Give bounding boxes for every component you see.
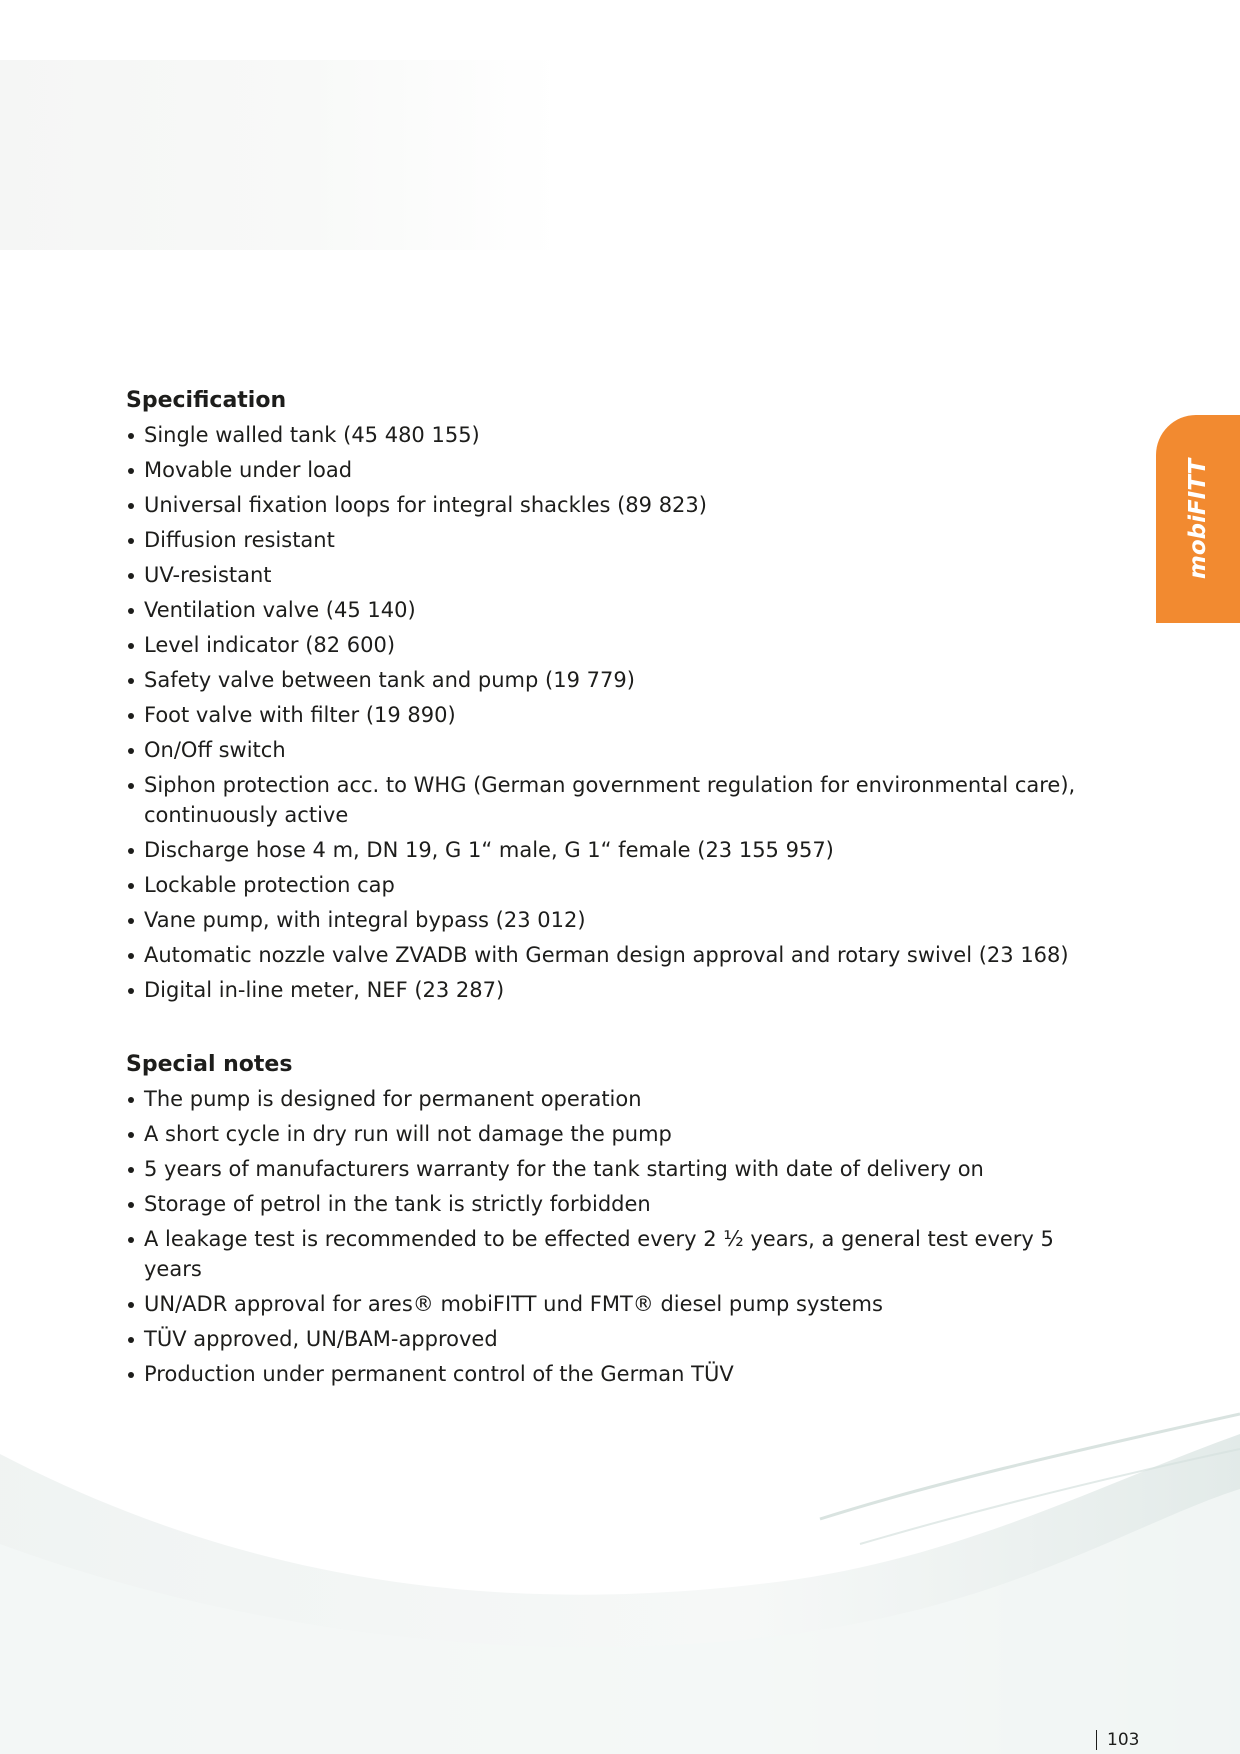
list-item: Diffusion resistant xyxy=(126,525,1086,555)
list-item: The pump is designed for permanent operation xyxy=(126,1084,1086,1114)
list-item: UV-resistant xyxy=(126,560,1086,590)
list-item: Discharge hose 4 m, DN 19, G 1“ male, G 1“ female (23 155 957) xyxy=(126,835,1086,865)
list-item: TÜV approved, UN/BAM-approved xyxy=(126,1324,1086,1354)
background-fade xyxy=(0,60,560,250)
list-item: UN/ADR approval for ares® mobiFITT und FMT® diesel pump systems xyxy=(126,1289,1086,1319)
section-side-tab xyxy=(1156,415,1240,623)
list-item: Ventilation valve (45 140) xyxy=(126,595,1086,625)
list-item: Single walled tank (45 480 155) xyxy=(126,420,1086,450)
list-item: Automatic nozzle valve ZVADB with German design approval and rotary swivel (23 168) xyxy=(126,940,1086,970)
list-item: Movable under load xyxy=(126,455,1086,485)
list-item: Digital in-line meter, NEF (23 287) xyxy=(126,975,1086,1005)
list-item: Vane pump, with integral bypass (23 012) xyxy=(126,905,1086,935)
specification-list xyxy=(126,420,1086,1005)
specification-heading: Specification xyxy=(126,388,287,413)
special-notes-heading: Special notes xyxy=(126,1052,293,1077)
list-item: A leakage test is recommended to be effected every 2 ½ years, a general test every 5 years xyxy=(126,1224,1086,1284)
list-item: On/Off switch xyxy=(126,735,1086,765)
page-number: 103 xyxy=(1096,1730,1139,1750)
side-tab-label: mobiFITT xyxy=(1185,458,1211,580)
list-item: Storage of petrol in the tank is strictly forbidden xyxy=(126,1189,1086,1219)
special-notes-list xyxy=(126,1084,1086,1389)
list-item: Universal fixation loops for integral shackles (89 823) xyxy=(126,490,1086,520)
list-item: Siphon protection acc. to WHG (German government regulation for environmental care), continuously active xyxy=(126,770,1086,830)
list-item: Level indicator (82 600) xyxy=(126,630,1086,660)
list-item: Safety valve between tank and pump (19 779) xyxy=(126,665,1086,695)
list-item: 5 years of manufacturers warranty for the tank starting with date of delivery on xyxy=(126,1154,1086,1184)
list-item: Foot valve with filter (19 890) xyxy=(126,700,1086,730)
list-item: Lockable protection cap xyxy=(126,870,1086,900)
list-item: Production under permanent control of the German TÜV xyxy=(126,1359,1086,1389)
main-content xyxy=(126,386,1086,1394)
list-item: A short cycle in dry run will not damage the pump xyxy=(126,1119,1086,1149)
